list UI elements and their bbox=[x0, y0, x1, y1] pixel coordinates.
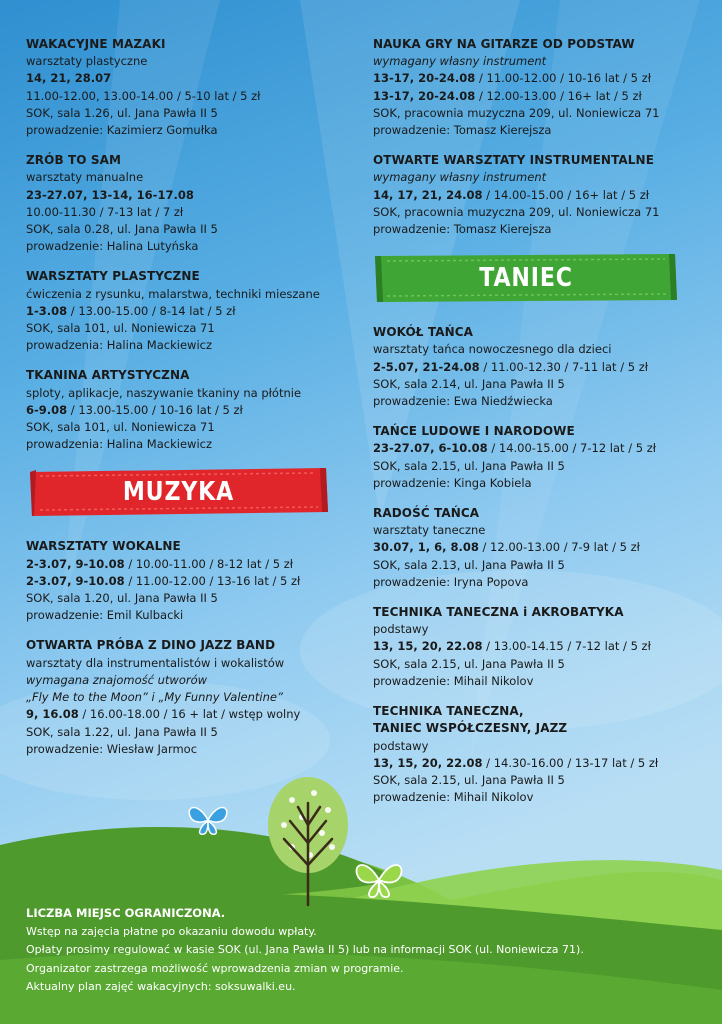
event-wakacyjne-mazaki bbox=[26, 36, 356, 139]
event-lead: prowadzenie: Kinga Kobiela bbox=[373, 475, 532, 490]
event-dates: 13-17, 20-24.08 bbox=[373, 71, 476, 86]
event-dino-jazz-band bbox=[26, 637, 356, 757]
event-title: OTWARTA PRÓBA Z DINO JAZZ BAND bbox=[26, 638, 276, 653]
event-dates: 14, 17, 21, 24.08 bbox=[373, 187, 483, 202]
event-dates: 2-5.07, 21-24.08 bbox=[373, 359, 480, 374]
event-radosc-tanca bbox=[373, 505, 703, 591]
event-nauka-gry-na-gitarze bbox=[373, 36, 703, 139]
event-times: / 16.00-18.00 / 16 + lat / wstęp wolny bbox=[78, 707, 301, 722]
footer-limit-heading: LICZBA MIEJSC OGRANICZONA. bbox=[26, 906, 226, 920]
event-place: SOK, sala 101, ul. Noniewicza 71 bbox=[26, 321, 215, 336]
event-subtitle: ćwiczenia z rysunku, malarstwa, techniki mieszane bbox=[26, 286, 320, 301]
event-schedule bbox=[373, 187, 703, 204]
event-schedule bbox=[373, 755, 703, 772]
event-requirement: wymagana znajomość utworów bbox=[26, 672, 208, 687]
butterfly-icon bbox=[352, 856, 406, 904]
event-dates: 30.07, 1, 6, 8.08 bbox=[373, 540, 479, 555]
event-times: / 14.30-16.00 / 13-17 lat / 5 zł bbox=[482, 755, 659, 770]
left-column bbox=[26, 36, 356, 771]
event-times: / 11.00-12.30 / 7-11 lat / 5 zł bbox=[479, 359, 649, 374]
banner-muzyka bbox=[26, 466, 330, 518]
event-title-line1: TECHNIKA TANECZNA, bbox=[373, 704, 524, 719]
event-title: NAUKA GRY NA GITARZE OD PODSTAW bbox=[373, 37, 635, 51]
event-subtitle: warsztaty taneczne bbox=[373, 523, 486, 538]
event-place: SOK, sala 2.15, ul. Jana Pawła II 5 bbox=[373, 772, 565, 787]
event-wokol-tanca bbox=[373, 324, 703, 410]
event-lead: prowadzenie: Wiesław Jarmoc bbox=[26, 741, 198, 756]
event-schedule bbox=[373, 539, 703, 556]
event-times: / 13.00-15.00 / 10-16 lat / 5 zł bbox=[67, 402, 243, 417]
event-times: / 13.00-14.15 / 7-12 lat / 5 zł bbox=[482, 639, 651, 654]
event-schedule bbox=[26, 402, 356, 419]
event-place: SOK, pracownia muzyczna 209, ul. Noniewicza 71 bbox=[373, 105, 660, 120]
event-times: / 13.00-15.00 / 8-14 lat / 5 zł bbox=[67, 303, 236, 318]
event-times: / 11.00-12.00 / 13-16 lat / 5 zł bbox=[124, 573, 301, 588]
event-tkanina-artystyczna bbox=[26, 367, 356, 453]
event-place: SOK, sala 2.13, ul. Jana Pawła II 5 bbox=[373, 557, 565, 572]
event-times: / 14.00-15.00 / 16+ lat / 5 zł bbox=[482, 187, 650, 202]
event-times: / 12.00-13.00 / 16+ lat / 5 zł bbox=[475, 88, 642, 103]
event-place: SOK, sala 1.20, ul. Jana Pawła II 5 bbox=[26, 591, 218, 606]
event-title: TAŃCE LUDOWE I NARODOWE bbox=[373, 424, 575, 439]
event-title: RADOŚĆ TAŃCA bbox=[373, 506, 480, 521]
event-title: WAKACYJNE MAZAKI bbox=[26, 37, 166, 51]
event-lead: prowadzenie: Emil Kulbacki bbox=[26, 608, 184, 623]
event-times: / 11.00-12.00 / 10-16 lat / 5 zł bbox=[475, 71, 651, 86]
event-schedule bbox=[26, 556, 356, 573]
event-otwarte-warsztaty-instrumentalne bbox=[373, 152, 703, 238]
event-place: SOK, sala 2.14, ul. Jana Pawła II 5 bbox=[373, 376, 565, 391]
event-songs: „Fly Me to the Moon” i „My Funny Valentine” bbox=[26, 690, 283, 705]
event-subtitle: warsztaty tańca nowoczesnego dla dzieci bbox=[373, 342, 612, 357]
event-technika-akrobatyka bbox=[373, 604, 703, 690]
event-lead: prowadzenie: Kazimierz Gomułka bbox=[26, 123, 218, 138]
banner-label: TANIEC bbox=[479, 263, 573, 294]
event-subtitle: warsztaty manualne bbox=[26, 170, 144, 185]
event-schedule bbox=[373, 359, 703, 376]
event-place: SOK, pracownia muzyczna 209, ul. Noniewicza 71 bbox=[373, 204, 660, 219]
event-requirement: wymagany własny instrument bbox=[373, 170, 547, 185]
event-place: SOK, sala 2.15, ul. Jana Pawła II 5 bbox=[373, 458, 565, 473]
event-dates: 13, 15, 20, 22.08 bbox=[373, 639, 483, 654]
tree-icon bbox=[262, 775, 354, 907]
event-lead: prowadzenie: Mihail Nikolov bbox=[373, 673, 534, 688]
event-times: / 14.00-15.00 / 7-12 lat / 5 zł bbox=[487, 441, 657, 456]
event-lead: prowadzenie: Halina Lutyńska bbox=[26, 239, 199, 254]
event-title: TECHNIKA TANECZNA i AKROBATYKA bbox=[373, 605, 624, 620]
event-subtitle: warsztaty dla instrumentalistów i wokalistów bbox=[26, 655, 285, 670]
event-times: 11.00-12.00, 13.00-14.00 / 5-10 lat / 5 zł bbox=[26, 88, 261, 103]
event-subtitle: podstawy bbox=[373, 738, 429, 753]
event-schedule bbox=[26, 573, 356, 590]
event-schedule bbox=[26, 706, 356, 723]
event-place: SOK, sala 1.26, ul. Jana Pawła II 5 bbox=[26, 105, 218, 120]
event-taniec-wspolczesny-jazz bbox=[373, 703, 703, 806]
event-warsztaty-wokalne bbox=[26, 538, 356, 624]
event-schedule bbox=[373, 88, 703, 105]
event-dates: 13, 15, 20, 22.08 bbox=[373, 755, 483, 770]
event-times: / 12.00-13.00 / 7-9 lat / 5 zł bbox=[478, 540, 640, 555]
footer-line: Aktualny plan zajęć wakacyjnych: soksuwalki.eu. bbox=[26, 980, 296, 993]
event-lead: prowadzenie: Mihail Nikolov bbox=[373, 790, 534, 805]
event-place: SOK, sala 2.15, ul. Jana Pawła II 5 bbox=[373, 656, 565, 671]
event-title: WOKÓŁ TAŃCA bbox=[373, 325, 474, 340]
event-schedule bbox=[373, 70, 703, 87]
event-times: 10.00-11.30 / 7-13 lat / 7 zł bbox=[26, 204, 184, 219]
event-place: SOK, sala 0.28, ul. Jana Pawła II 5 bbox=[26, 222, 218, 237]
event-title: ZRÓB TO SAM bbox=[26, 153, 122, 168]
event-dates: 14, 21, 28.07 bbox=[26, 71, 112, 86]
event-subtitle: warsztaty plastyczne bbox=[26, 54, 148, 69]
event-dates: 2-3.07, 9-10.08 bbox=[26, 573, 125, 588]
event-times: / 10.00-11.00 / 8-12 lat / 5 zł bbox=[124, 556, 294, 571]
event-lead: prowadzenie: Ewa Niedźwiecka bbox=[373, 394, 553, 409]
event-place: SOK, sala 1.22, ul. Jana Pawła II 5 bbox=[26, 724, 218, 739]
event-dates: 13-17, 20-24.08 bbox=[373, 88, 476, 103]
event-requirement: wymagany własny instrument bbox=[373, 54, 547, 69]
event-lead: prowadzenie: Tomasz Kierejsza bbox=[373, 123, 552, 138]
event-title: OTWARTE WARSZTATY INSTRUMENTALNE bbox=[373, 153, 654, 168]
event-dates: 1-3.08 bbox=[26, 303, 68, 318]
event-title-line2: TANIEC WSPÓŁCZESNY, JAZZ bbox=[373, 721, 568, 736]
event-schedule bbox=[26, 303, 356, 320]
banner-label: MUZYKA bbox=[122, 477, 234, 508]
event-title: TKANINA ARTYSTYCZNA bbox=[26, 368, 190, 383]
event-dates: 23-27.07, 6-10.08 bbox=[373, 441, 488, 456]
event-title: WARSZTATY PLASTYCZNE bbox=[26, 269, 200, 284]
event-dates: 9, 16.08 bbox=[26, 707, 79, 722]
right-column bbox=[373, 36, 703, 819]
event-warsztaty-plastyczne bbox=[26, 268, 356, 354]
event-lead: prowadzenie: Tomasz Kierejsza bbox=[373, 222, 552, 237]
event-lead: prowadzenia: Halina Mackiewicz bbox=[26, 437, 212, 452]
footer-line: Wstęp na zajęcia płatne po okazaniu dowodu wpłaty. bbox=[26, 924, 317, 938]
footer-notice bbox=[26, 904, 696, 997]
event-dates: 2-3.07, 9-10.08 bbox=[26, 556, 125, 571]
event-subtitle: podstawy bbox=[373, 622, 429, 637]
event-dates: 6-9.08 bbox=[26, 402, 68, 417]
event-schedule bbox=[373, 638, 703, 655]
butterfly-icon bbox=[186, 800, 230, 840]
event-zrob-to-sam bbox=[26, 152, 356, 255]
event-schedule bbox=[373, 440, 703, 457]
footer-line: Opłaty prosimy regulować w kasie SOK (ul. Jana Pawła II 5) lub na informacji SOK (ul. Noniewicza 71). bbox=[26, 943, 584, 956]
event-subtitle: sploty, aplikacje, naszywanie tkaniny na płótnie bbox=[26, 385, 302, 400]
event-lead: prowadzenie: Iryna Popova bbox=[373, 574, 529, 589]
banner-taniec bbox=[373, 252, 679, 304]
footer-line: Organizator zastrzega możliwość wprowadzenia zmian w programie. bbox=[26, 961, 404, 975]
event-dates: 23-27.07, 13-14, 16-17.08 bbox=[26, 187, 194, 202]
event-tance-ludowe bbox=[373, 423, 703, 492]
event-title: WARSZTATY WOKALNE bbox=[26, 539, 181, 554]
event-place: SOK, sala 101, ul. Noniewicza 71 bbox=[26, 420, 215, 435]
event-lead: prowadzenia: Halina Mackiewicz bbox=[26, 338, 212, 353]
